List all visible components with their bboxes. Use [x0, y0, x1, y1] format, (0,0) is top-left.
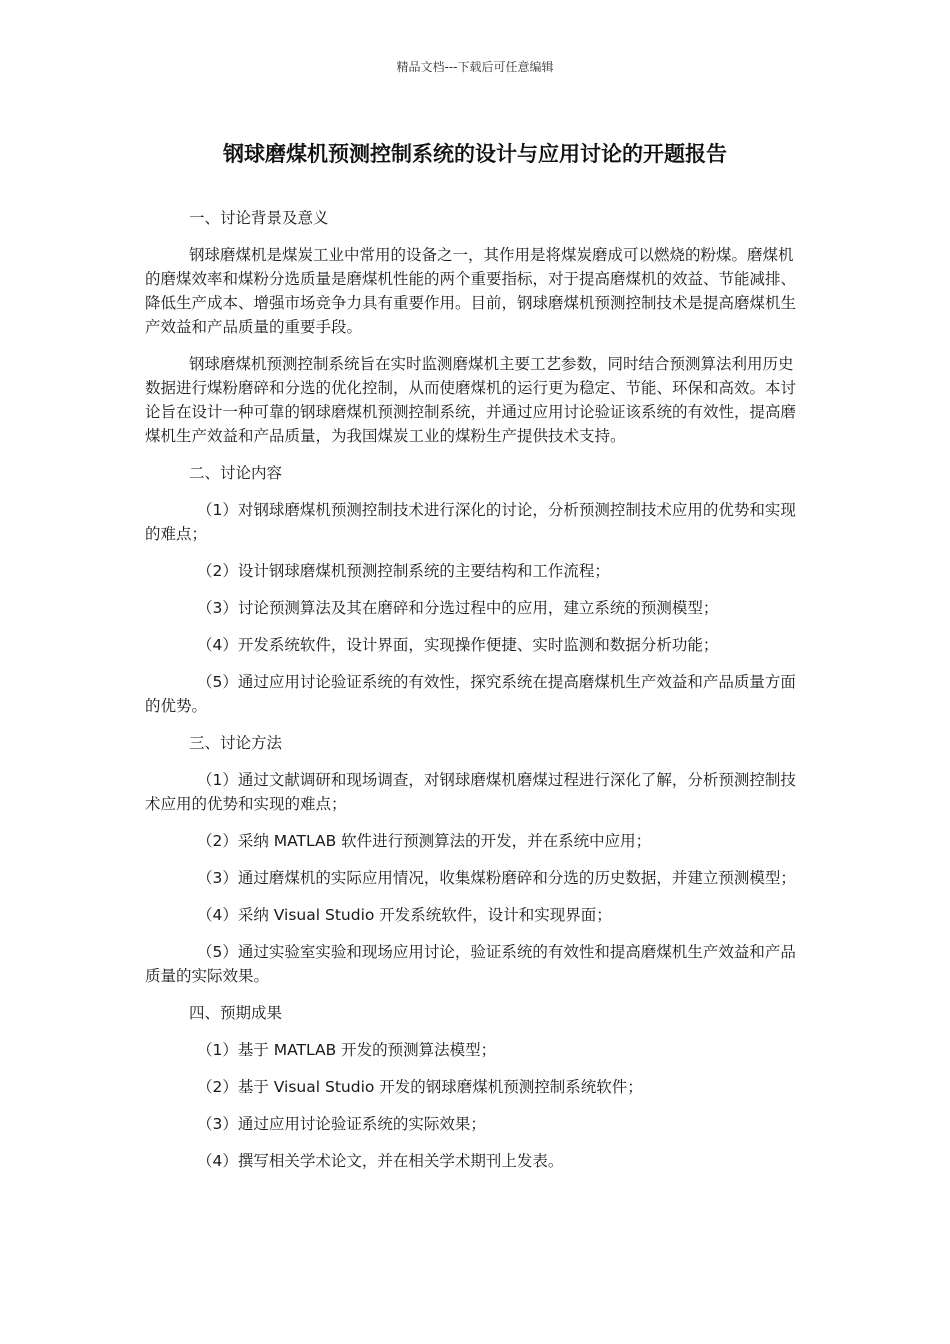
list-item: （4）开发系统软件，设计界面，实现操作便捷、实时监测和数据分析功能；	[197, 636, 719, 654]
list-item: （2）设计钢球磨煤机预测控制系统的主要结构和工作流程；	[197, 562, 610, 580]
list-item: （3）通过磨煤机的实际应用情况，收集煤粉磨碎和分选的历史数据，并建立预测模型；	[197, 869, 796, 887]
list-item: （1）基于 MATLAB 开发的预测算法模型；	[197, 1041, 497, 1059]
document-body	[145, 206, 800, 1186]
list-item: （1）通过文献调研和现场调查，对钢球磨煤机磨煤过程进行深化了解，分析预测控制技术应用的优势和实现的难点；	[145, 771, 796, 813]
section-heading-background: 一、讨论背景及意义	[189, 209, 329, 227]
list-item: （1）对钢球磨煤机预测控制技术进行深化的讨论，分析预测控制技术应用的优势和实现的难点；	[145, 501, 796, 543]
paragraph: 钢球磨煤机是煤炭工业中常用的设备之一，其作用是将煤炭磨成可以燃烧的粉煤。磨煤机的磨煤效率和煤粉分选质量是磨煤机性能的两个重要指标，对于提高磨煤机的效益、节能减排、降低生产成本、增强市场竞争力具有重要作用。目前，钢球磨煤机预测控制技术是提高磨煤机生产效益和产品质量的重要手段。	[145, 246, 797, 336]
list-item: （2）采纳 MATLAB 软件进行预测算法的开发，并在系统中应用；	[197, 832, 652, 850]
list-item: （3）通过应用讨论验证系统的实际效果；	[197, 1115, 486, 1133]
list-item: （5）通过应用讨论验证系统的有效性，探究系统在提高磨煤机生产效益和产品质量方面的优势。	[145, 673, 796, 715]
section-heading-content: 二、讨论内容	[189, 464, 283, 482]
list-item: （2）基于 Visual Studio 开发的钢球磨煤机预测控制系统软件；	[197, 1078, 643, 1096]
section-heading-outcomes: 四、预期成果	[189, 1004, 283, 1022]
document-title: 钢球磨煤机预测控制系统的设计与应用讨论的开题报告	[223, 142, 727, 166]
list-item: （3）讨论预测算法及其在磨碎和分选过程中的应用，建立系统的预测模型；	[197, 599, 719, 617]
list-item: （4）采纳 Visual Studio 开发系统软件，设计和实现界面；	[197, 906, 612, 924]
list-item: （4）撰写相关学术论文，并在相关学术期刊上发表。	[197, 1152, 564, 1170]
section-heading-methods: 三、讨论方法	[189, 734, 283, 752]
header-note: 精品文档---下载后可任意编辑	[396, 60, 554, 74]
list-item: （5）通过实验室实验和现场应用讨论，验证系统的有效性和提高磨煤机生产效益和产品质量的实际效果。	[145, 943, 796, 985]
paragraph: 钢球磨煤机预测控制系统旨在实时监测磨煤机主要工艺参数，同时结合预测算法利用历史数据进行煤粉磨碎和分选的优化控制，从而使磨煤机的运行更为稳定、节能、环保和高效。本讨论旨在设计一种可靠的钢球磨煤机预测控制系统，并通过应用讨论验证该系统的有效性，提高磨煤机生产效益和产品质量，为我国煤炭工业的煤粉生产提供技术支持。	[145, 355, 797, 445]
